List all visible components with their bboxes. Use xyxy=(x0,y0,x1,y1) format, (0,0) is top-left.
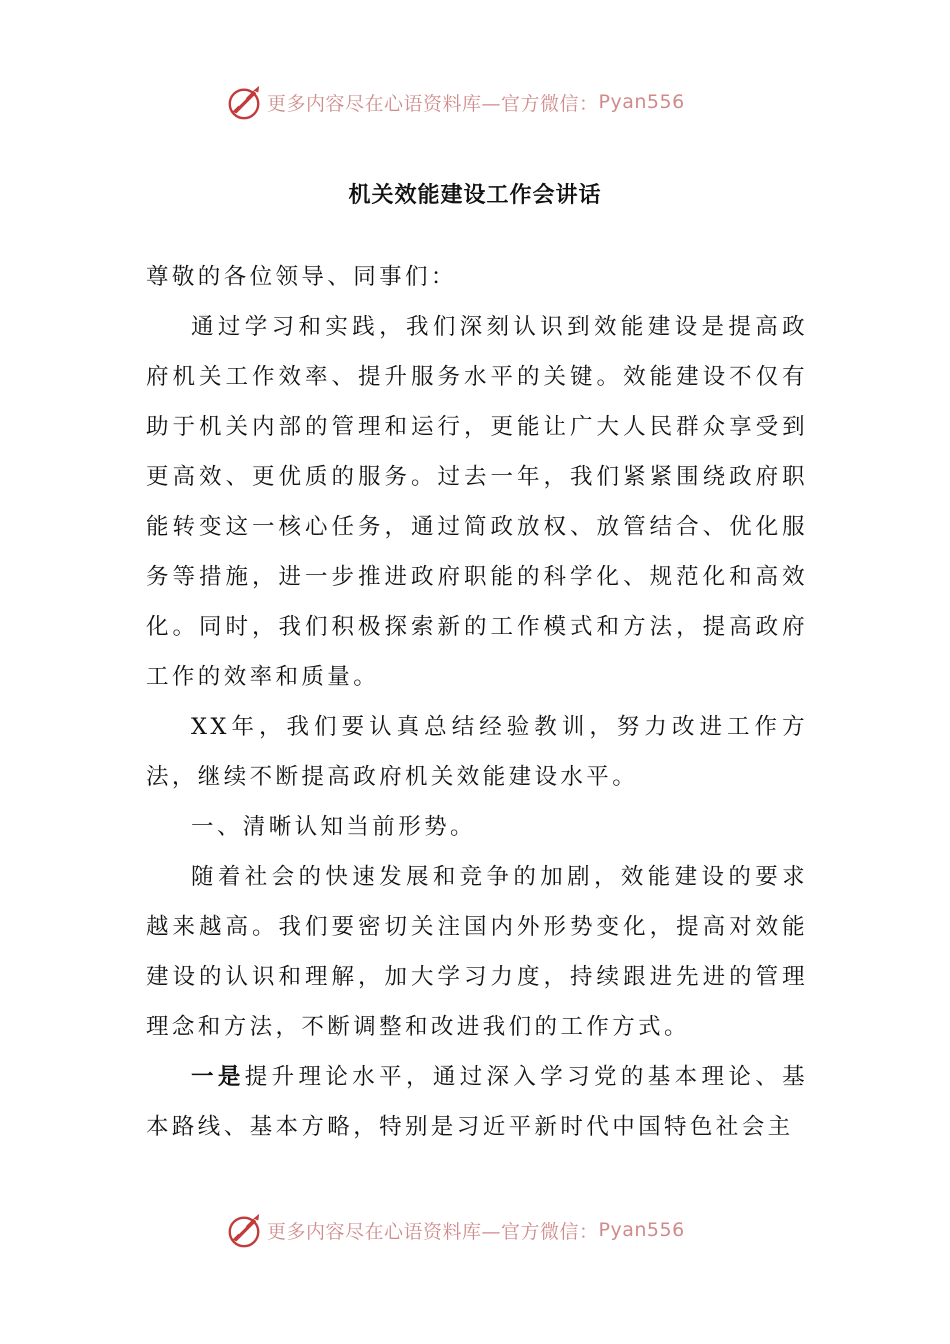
paragraph-3: 随着社会的快速发展和竞争的加剧，效能建设的要求越来越高。我们要密切关注国内外形势变化，提高对效能建设的认识和理解，加大学习力度，持续跟进先进的管理理念和方法，不断调整和改进我们的工作方式。 xyxy=(146,864,808,1040)
banner-wechat-id: Pyan556 xyxy=(598,91,685,113)
banner-wechat-id: Pyan556 xyxy=(598,1219,685,1241)
paragraph-4 xyxy=(146,1052,808,1152)
banner-text: 更多内容尽在心语资料库—官方微信： xyxy=(267,92,599,115)
document-title: 机关效能建设工作会讲话 xyxy=(348,183,602,208)
quill-logo-icon xyxy=(225,83,263,121)
paragraph-4-text: 提升理论水平，通过深入学习党的基本理论、基本路线、基本方略，特别是习近平新时代中国特色社会主 xyxy=(146,1064,808,1140)
paragraph-1: 通过学习和实践，我们深刻认识到效能建设是提高政府机关工作效率、提升服务水平的关键。效能建设不仅有助于机关内部的管理和运行，更能让广大人民群众享受到更高效、更优质的服务。过去一年，我们紧紧围绕政府职能转变这一核心任务，通过简政放权、放管结合、优化服务等措施，进一步推进政府职能的科学化、规范化和高效化。同时，我们积极探索新的工作模式和方法，提高政府工作的效率和质量。 xyxy=(146,314,808,690)
salutation: 尊敬的各位领导、同事们： xyxy=(146,264,457,290)
header-banner xyxy=(225,82,745,122)
footer-banner xyxy=(225,1210,745,1250)
banner-text: 更多内容尽在心语资料库—官方微信： xyxy=(267,1220,599,1243)
quill-logo-icon xyxy=(225,1211,263,1249)
paragraph-2: XX年，我们要认真总结经验教训，努力改进工作方法，继续不断提高政府机关效能建设水平。 xyxy=(146,714,808,790)
section-heading-1: 一、清晰认知当前形势。 xyxy=(191,814,476,840)
document-body xyxy=(146,252,808,1152)
paragraph-4-lead: 一是 xyxy=(191,1064,245,1090)
